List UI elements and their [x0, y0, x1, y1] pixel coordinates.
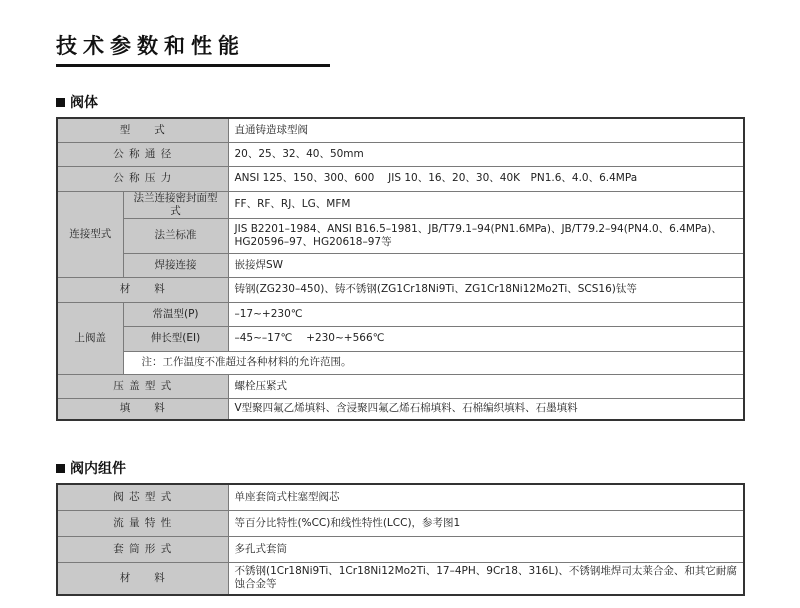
- section-heading-valve-body: [56, 92, 98, 112]
- sub-label: 法兰连接密封面型式: [123, 191, 228, 218]
- row-value: –45~–17℃ +230~+566℃: [228, 326, 744, 351]
- table-row: [57, 351, 744, 374]
- table-row: [57, 191, 744, 218]
- table-row: [57, 118, 744, 142]
- row-value: JIS B2201–1984、ANSI B16.5–1981、JB/T79.1–94(PN1.6MPa)、JB/T79.2–94(PN4.0、6.4MPa)、HG20596–97、HG20618–97等: [228, 218, 744, 253]
- table-row: [57, 302, 744, 326]
- row-value: ANSI 125、150、300、600 JIS 10、16、20、30、40K PN1.6、4.0、6.4MPa: [228, 166, 744, 191]
- section-title: 阀内组件: [70, 461, 126, 477]
- row-value: FF、RF、RJ、LG、MFM: [228, 191, 744, 218]
- table-row: [57, 510, 744, 536]
- table-row: [57, 326, 744, 351]
- sub-label: 伸长型(EI): [123, 326, 228, 351]
- table-row: [57, 536, 744, 562]
- row-label: 材 料: [57, 277, 228, 302]
- row-label: 阀 芯 型 式: [57, 484, 228, 510]
- group-label: 连接型式: [57, 191, 123, 277]
- page-title: 技术参数和性能: [56, 34, 245, 58]
- title-underline: [56, 64, 330, 67]
- table-row: [57, 398, 744, 420]
- sub-label: 焊接连接: [123, 253, 228, 277]
- row-label: 公 称 压 力: [57, 166, 228, 191]
- table-row: [57, 253, 744, 277]
- group-label: 上阀盖: [57, 302, 123, 374]
- row-label: 套 筒 形 式: [57, 536, 228, 562]
- valve-body-table: [56, 117, 745, 421]
- table-row: [57, 562, 744, 595]
- row-value: V型聚四氟乙烯填料、含浸聚四氟乙烯石棉填料、石棉编织填料、石墨填料: [228, 398, 744, 420]
- row-label: 压 盖 型 式: [57, 374, 228, 398]
- section-title: 阀体: [70, 95, 98, 111]
- row-label: 材 料: [57, 562, 228, 595]
- row-label: 公 称 通 径: [57, 142, 228, 166]
- square-bullet-icon: [56, 464, 65, 473]
- section-heading-internals: [56, 458, 126, 478]
- row-value: 嵌接焊SW: [228, 253, 744, 277]
- internals-table: [56, 483, 745, 596]
- table-row: [57, 166, 744, 191]
- table-row: [57, 218, 744, 253]
- row-value: –17~+230℃: [228, 302, 744, 326]
- sub-label: 常温型(P): [123, 302, 228, 326]
- row-label: 流 量 特 性: [57, 510, 228, 536]
- row-label: 型 式: [57, 118, 228, 142]
- row-value: 直通铸造球型阀: [228, 118, 744, 142]
- table-row: [57, 374, 744, 398]
- table-row: [57, 277, 744, 302]
- sub-label: 法兰标准: [123, 218, 228, 253]
- row-value: 铸钢(ZG230–450)、铸不锈钢(ZG1Cr18Ni9Ti、ZG1Cr18Ni12Mo2Ti、SCS16)钛等: [228, 277, 744, 302]
- table-row: [57, 142, 744, 166]
- row-value: 不锈钢(1Cr18Ni9Ti、1Cr18Ni12Mo2Ti、17–4PH、9Cr18、316L)、不锈钢堆焊司太莱合金、和其它耐腐蚀合金等: [228, 562, 744, 595]
- note-text: 注：工作温度不准超过各种材料的允许范围。: [123, 351, 744, 374]
- row-label: 填 料: [57, 398, 228, 420]
- row-value: 螺栓压紧式: [228, 374, 744, 398]
- row-value: 多孔式套筒: [228, 536, 744, 562]
- row-value: 单座套筒式柱塞型阀芯: [228, 484, 744, 510]
- square-bullet-icon: [56, 98, 65, 107]
- row-value: 20、25、32、40、50mm: [228, 142, 744, 166]
- table-row: [57, 484, 744, 510]
- row-value: 等百分比特性(%CC)和线性特性(LCC)，参考图1: [228, 510, 744, 536]
